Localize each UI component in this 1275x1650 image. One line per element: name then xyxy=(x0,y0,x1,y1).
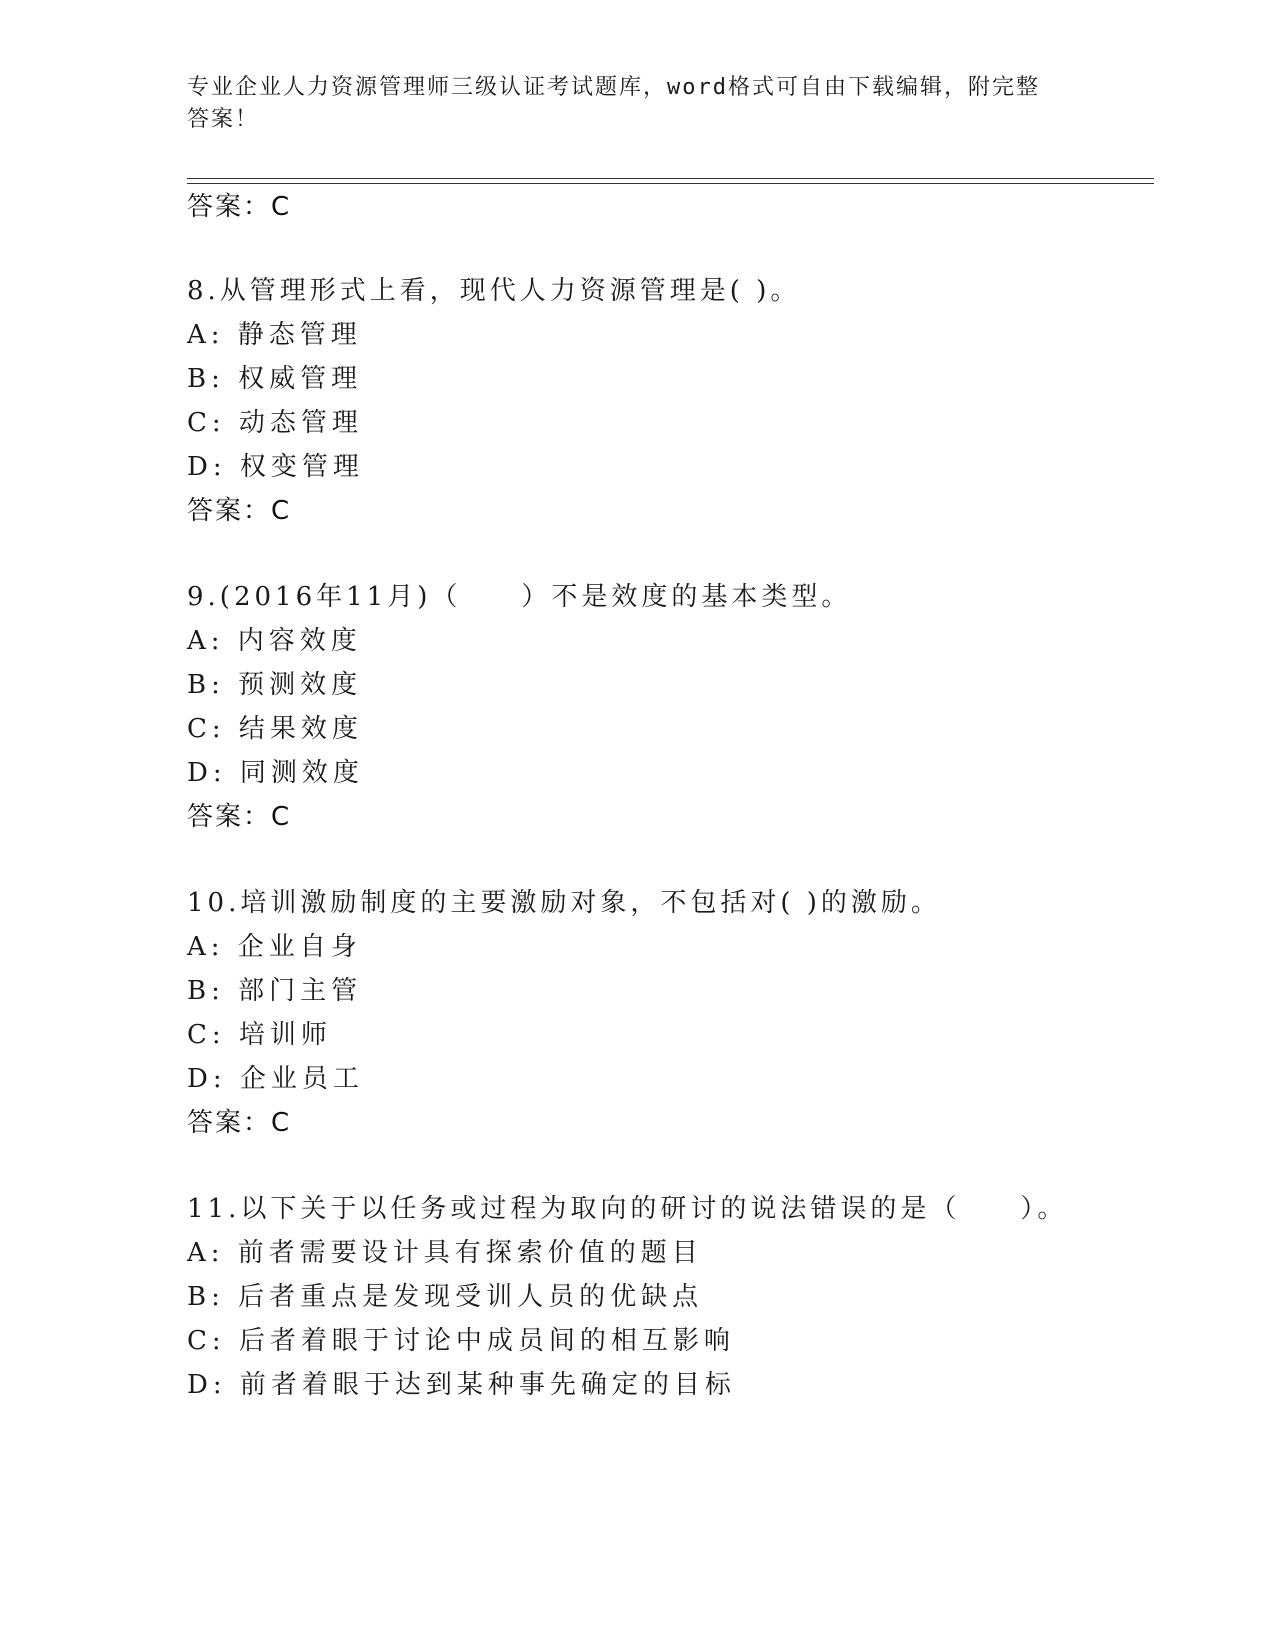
header-divider-top xyxy=(187,178,1154,179)
header-line-1: 专业企业人力资源管理师三级认证考试题库，word格式可自由下载编辑，附完整 xyxy=(187,75,1040,100)
question-9-option-c: C: 结果效度 xyxy=(187,714,363,744)
question-9-option-b: B: 预测效度 xyxy=(187,670,363,700)
question-10-answer: 答案：C xyxy=(187,1108,292,1138)
question-10-stem: 10.培训激励制度的主要激励对象，不包括对( )的激励。 xyxy=(187,888,941,918)
question-11-option-b: B: 后者重点是发现受训人员的优缺点 xyxy=(187,1282,704,1312)
header-line-2: 答案！ xyxy=(187,107,260,132)
question-8-option-d: D: 权变管理 xyxy=(187,452,364,482)
question-8-stem: 8.从管理形式上看，现代人力资源管理是( )。 xyxy=(187,276,801,306)
question-8-option-a: A: 静态管理 xyxy=(187,320,362,350)
question-10-option-c: C: 培训师 xyxy=(187,1020,332,1050)
document-header xyxy=(187,72,1067,136)
question-9-answer: 答案：C xyxy=(187,802,292,832)
question-9-option-d: D: 同测效度 xyxy=(187,758,364,788)
question-10-option-b: B: 部门主管 xyxy=(187,976,363,1006)
question-8-option-c: C: 动态管理 xyxy=(187,408,363,438)
question-10-option-a: A: 企业自身 xyxy=(187,932,362,962)
question-9-option-a: A: 内容效度 xyxy=(187,626,362,656)
question-11-stem: 11.以下关于以任务或过程为取向的研讨的说法错误的是（ ）。 xyxy=(187,1194,1068,1224)
question-10-option-d: D: 企业员工 xyxy=(187,1064,364,1094)
question-8-answer: 答案：C xyxy=(187,496,292,526)
answer-previous: 答案：C xyxy=(187,192,292,222)
question-11-option-a: A: 前者需要设计具有探索价值的题目 xyxy=(187,1238,703,1268)
question-11-option-c: C: 后者着眼于讨论中成员间的相互影响 xyxy=(187,1326,735,1356)
question-9-stem: 9.(2016年11月)（ ）不是效度的基本类型。 xyxy=(187,582,852,612)
question-8-option-b: B: 权威管理 xyxy=(187,364,363,394)
header-divider-bottom xyxy=(187,183,1154,184)
question-11-option-d: D: 前者着眼于达到某种事先确定的目标 xyxy=(187,1370,736,1400)
